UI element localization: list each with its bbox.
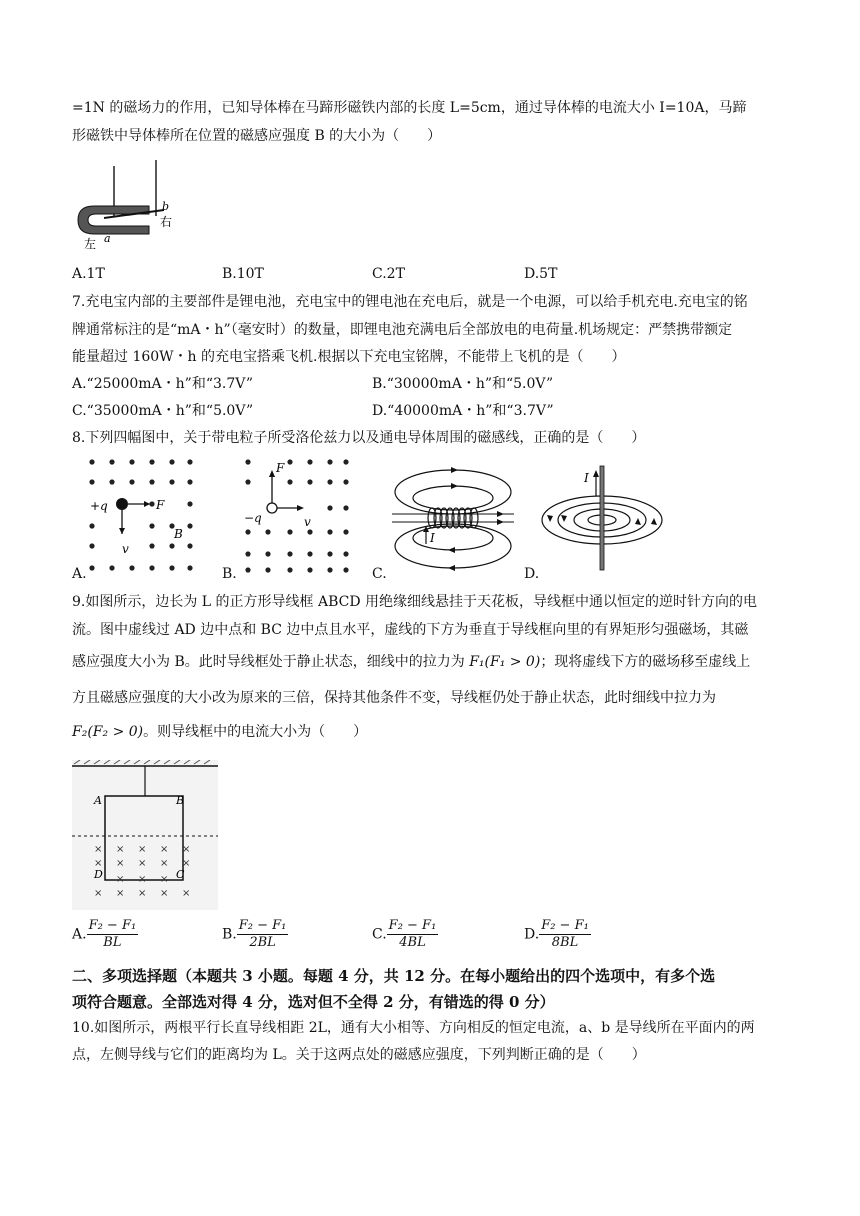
q8-option-c[interactable]: C. [372, 566, 387, 582]
q9-line5-math: F₂(F₂ > 0) [72, 724, 144, 740]
svg-text:×: × [94, 858, 103, 869]
q9-option-c-prefix: C. [372, 926, 387, 943]
q9-option-a[interactable] [72, 918, 138, 951]
q7-option-b[interactable]: B.“30000mA・h”和“5.0V” [372, 376, 554, 392]
section-2-heading-line-2: 项符合题意。全部选对得 4 分，选对但不全得 2 分，有错选的得 0 分） [72, 993, 555, 1011]
q9-text-line-1: 9.如图所示，边长为 L 的正方形导线框 ABCD 用绝缘细线悬挂于天花板，导线框中通以恒定的逆时针方向的电 [72, 594, 758, 610]
q9-line3-text-a: 感应强度大小为 B。此时导线框处于静止状态，细线中的拉力为 [72, 654, 470, 670]
q9-option-d-numerator: F₂ − F₁ [541, 918, 589, 933]
q8-text-line-1: 8.下列四幅图中，关于带电粒子所受洛伦兹力以及通电导体周围的磁感线，正确的是（ ） [72, 430, 646, 446]
q7-text-line-3: 能量超过 160W・h 的充电宝搭乘飞机.根据以下充电宝铭牌，不能带上飞机的是（ ） [72, 349, 626, 365]
svg-text:×: × [138, 888, 147, 899]
q9-option-c[interactable] [372, 918, 438, 951]
fig-a-label-b: B [174, 527, 183, 541]
q9-line3-text-b: ；现将虚线下方的磁场移至虚线上 [540, 654, 751, 670]
fig-label-left: 左 [84, 237, 97, 251]
svg-text:×: × [182, 844, 191, 855]
q9-option-b-numerator: F₂ − F₁ [238, 918, 287, 933]
svg-text:×: × [116, 888, 125, 899]
q8-figure-b [242, 456, 352, 576]
fig-a-label-v: v [122, 542, 129, 556]
q9-option-c-numerator: F₂ − F₁ [388, 918, 437, 933]
svg-text:×: × [160, 888, 169, 899]
fig-label-a: a [104, 232, 111, 245]
fig-a-label-f: F [156, 498, 165, 512]
q6-option-c[interactable]: C.2T [372, 266, 405, 282]
fig-d-label-i: I [584, 471, 589, 485]
svg-text:×: × [116, 858, 125, 869]
q9-option-c-denominator: 4BL [399, 935, 426, 950]
svg-text:×: × [182, 858, 191, 869]
fig-b-label-v: v [304, 515, 311, 529]
svg-text:×: × [160, 844, 169, 855]
svg-text:×: × [116, 874, 125, 885]
q8-option-d[interactable]: D. [524, 566, 540, 582]
q9-text-line-4: 方且磁感应强度的大小改为原来的三倍，保持其他条件不变，导线框仍处于静止状态，此时细线中拉力为 [72, 690, 716, 706]
q7-option-c[interactable]: C.“35000mA・h”和“5.0V” [72, 403, 254, 419]
q10-text-line-2: 点，左侧导线与它们的距离均为 L。关于这两点处的磁感应强度，下列判断正确的是（ ） [72, 1047, 646, 1063]
q8-figure-d [538, 462, 666, 574]
fig-label-b: b [162, 200, 170, 213]
fig-b-label-q: −q [244, 511, 262, 525]
q9-text-line-3 [72, 652, 750, 672]
q9-option-a-numerator: F₂ − F₁ [88, 918, 137, 933]
section-2-heading-line-1: 二、多项选择题（本题共 3 小题。每题 4 分，共 12 分。在每小题给出的四个选项中，有多个选 [72, 967, 716, 985]
svg-text:×: × [160, 858, 169, 869]
q8-option-a[interactable]: A. [72, 566, 87, 582]
q6-text-line-1: =1N 的磁场力的作用，已知导体棒在马蹄形磁铁内部的长度 L=5cm，通过导体棒的电流大小 I=10A，马蹄 [72, 100, 747, 116]
fig-label-right: 右 [160, 215, 173, 229]
svg-text:×: × [138, 844, 147, 855]
q9-text-line-5 [72, 722, 367, 742]
q9-text-line-2: 流。图中虚线过 AD 边中点和 BC 边中点且水平，虚线的下方为垂直于导线框向里的有界矩形匀强磁场，其磁 [72, 622, 749, 638]
svg-text:×: × [94, 844, 103, 855]
q9-line5-text: 。则导线框中的电流大小为（ ） [143, 724, 368, 740]
q9-option-d[interactable] [524, 918, 591, 951]
q9-option-b-denominator: 2BL [249, 935, 276, 950]
q9-option-d-denominator: 8BL [551, 935, 579, 950]
q9-option-b[interactable] [222, 918, 288, 951]
fig-label-c: C [176, 868, 185, 881]
fig-b-label-f: F [276, 461, 285, 475]
q6-option-b[interactable]: B.10T [222, 266, 264, 282]
q9-option-a-denominator: BL [103, 935, 122, 950]
fig-label-a: A [94, 794, 102, 807]
svg-text:×: × [182, 888, 191, 899]
q9-option-b-fraction [237, 918, 289, 951]
q7-text-line-1: 7.充电宝内部的主要部件是锂电池，充电宝中的锂电池在充电后，就是一个电源，可以给手机充电.充电宝的铭 [72, 294, 748, 310]
q9-option-b-prefix: B. [222, 926, 237, 943]
svg-text:×: × [116, 844, 125, 855]
q6-option-a[interactable]: A.1T [72, 266, 105, 282]
q7-option-a[interactable]: A.“25000mA・h”和“3.7V” [72, 376, 254, 392]
fig-a-label-q: +q [90, 499, 108, 513]
q9-option-d-fraction [539, 918, 591, 951]
svg-text:×: × [138, 858, 147, 869]
q7-text-line-2: 牌通常标注的是“mA・h”（毫安时）的数量，即锂电池充满电后全部放电的电荷量.机场规定：严禁携带额定 [72, 322, 733, 338]
q9-option-a-prefix: A. [72, 926, 87, 943]
svg-text:×: × [138, 874, 147, 885]
q9-option-d-prefix: D. [524, 926, 540, 943]
q7-option-d[interactable]: D.“40000mA・h”和“3.7V” [372, 403, 554, 419]
horseshoe-magnet-figure [74, 156, 178, 256]
svg-text:×: × [160, 874, 169, 885]
fig-label-d: D [94, 868, 103, 881]
q9-option-c-fraction [387, 918, 439, 951]
q6-text-line-2: 形磁铁中导体棒所在位置的磁感应强度 B 的大小为（ ） [72, 128, 442, 144]
q9-line3-math: F₁(F₁ > 0) [469, 654, 541, 670]
fig-label-b: B [176, 794, 185, 807]
q8-figure-c [388, 462, 518, 574]
q8-figure-a [86, 456, 196, 576]
q6-option-d[interactable]: D.5T [524, 266, 558, 282]
fig-c-label-i: I [430, 531, 435, 545]
q9-square-frame-figure [72, 760, 218, 910]
svg-text:×: × [94, 888, 103, 899]
q10-text-line-1: 10.如图所示，两根平行长直导线相距 2L，通有大小相等、方向相反的恒定电流，a、b 是导线所在平面内的两 [72, 1020, 755, 1036]
q9-option-a-fraction [87, 918, 139, 951]
q8-option-b[interactable]: B. [222, 566, 237, 582]
